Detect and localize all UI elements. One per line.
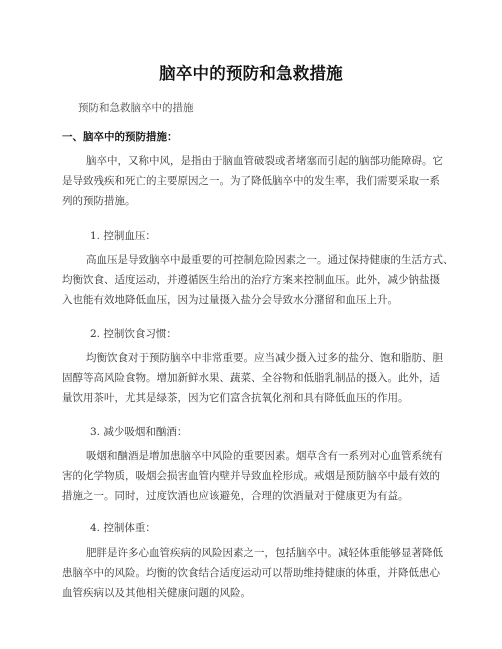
document-title: 脑卒中的预防和急救措施 bbox=[159, 64, 343, 83]
paragraph-line: 固醇等高风险食物。增加新鲜水果、蔬菜、全谷物和低脂乳制品的摄入。此外，适 bbox=[62, 372, 440, 384]
paragraph-line: 吸烟和酗酒是增加患脑卒中风险的重要因素。烟草含有一系列对心血管系统有 bbox=[86, 450, 443, 462]
item-label-4: 4. 控制体重： bbox=[90, 522, 156, 534]
item-paragraph-3 bbox=[62, 446, 442, 506]
item-label-2: 2. 控制饮食习惯： bbox=[90, 328, 177, 340]
paragraph-line: 列的预防措施。 bbox=[62, 195, 136, 207]
item-paragraph-1 bbox=[62, 250, 454, 310]
item-label-1: 1. 控制血压： bbox=[90, 230, 156, 242]
paragraph-line: 均衡饮食对于预防脑卒中非常重要。应当减少摄入过多的盐分、饱和脂肪、胆 bbox=[86, 352, 443, 364]
paragraph-line: 是导致残疾和死亡的主要原因之一。为了降低脑卒中的发生率，我们需要采取一系 bbox=[62, 175, 440, 187]
paragraph-line: 量饮用茶叶，尤其是绿茶，因为它们富含抗氧化剂和具有降低血压的作用。 bbox=[62, 392, 409, 404]
paragraph-line: 害的化学物质，吸烟会损害血管内壁并导致血栓形成。戒烟是预防脑卒中最有效的 bbox=[62, 470, 440, 482]
item-label-3: 3. 减少吸烟和酗酒： bbox=[90, 426, 188, 438]
paragraph-line: 措施之一。同时，过度饮酒也应该避免，合理的饮酒量对于健康更为有益。 bbox=[62, 490, 409, 502]
paragraph-line: 肥胖是许多心血管疾病的风险因素之一，包括脑卒中。减轻体重能够显著降低 bbox=[86, 547, 443, 559]
paragraph-line: 脑卒中，又称中风，是指由于脑血管破裂或者堵塞而引起的脑部功能障碍。它 bbox=[86, 155, 443, 167]
paragraph-line: 患脑卒中的风险。均衡的饮食结合适度运动可以帮助维持健康的体重，并降低患心 bbox=[62, 567, 440, 579]
paragraph-line: 均衡饮食、适度运动，并遵循医生给出的治疗方案来控制血压。此外，减少钠盐摄 bbox=[62, 274, 440, 286]
item-paragraph-4 bbox=[62, 543, 442, 603]
paragraph-line: 高血压是导致脑卒中最重要的可控制危险因素之一。通过保持健康的生活方式、 bbox=[86, 254, 454, 266]
paragraph-line: 血管疾病以及其他相关健康问题的风险。 bbox=[62, 587, 251, 599]
intro-paragraph bbox=[62, 151, 442, 211]
item-paragraph-2 bbox=[62, 348, 442, 408]
section-heading: 一、脑卒中的预防措施： bbox=[62, 131, 178, 143]
document-subtitle: 预防和急救脑卒中的措施 bbox=[78, 102, 194, 114]
paragraph-line: 入也能有效地降低血压，因为过量摄入盐分会导致水分潴留和血压上升。 bbox=[62, 294, 398, 306]
